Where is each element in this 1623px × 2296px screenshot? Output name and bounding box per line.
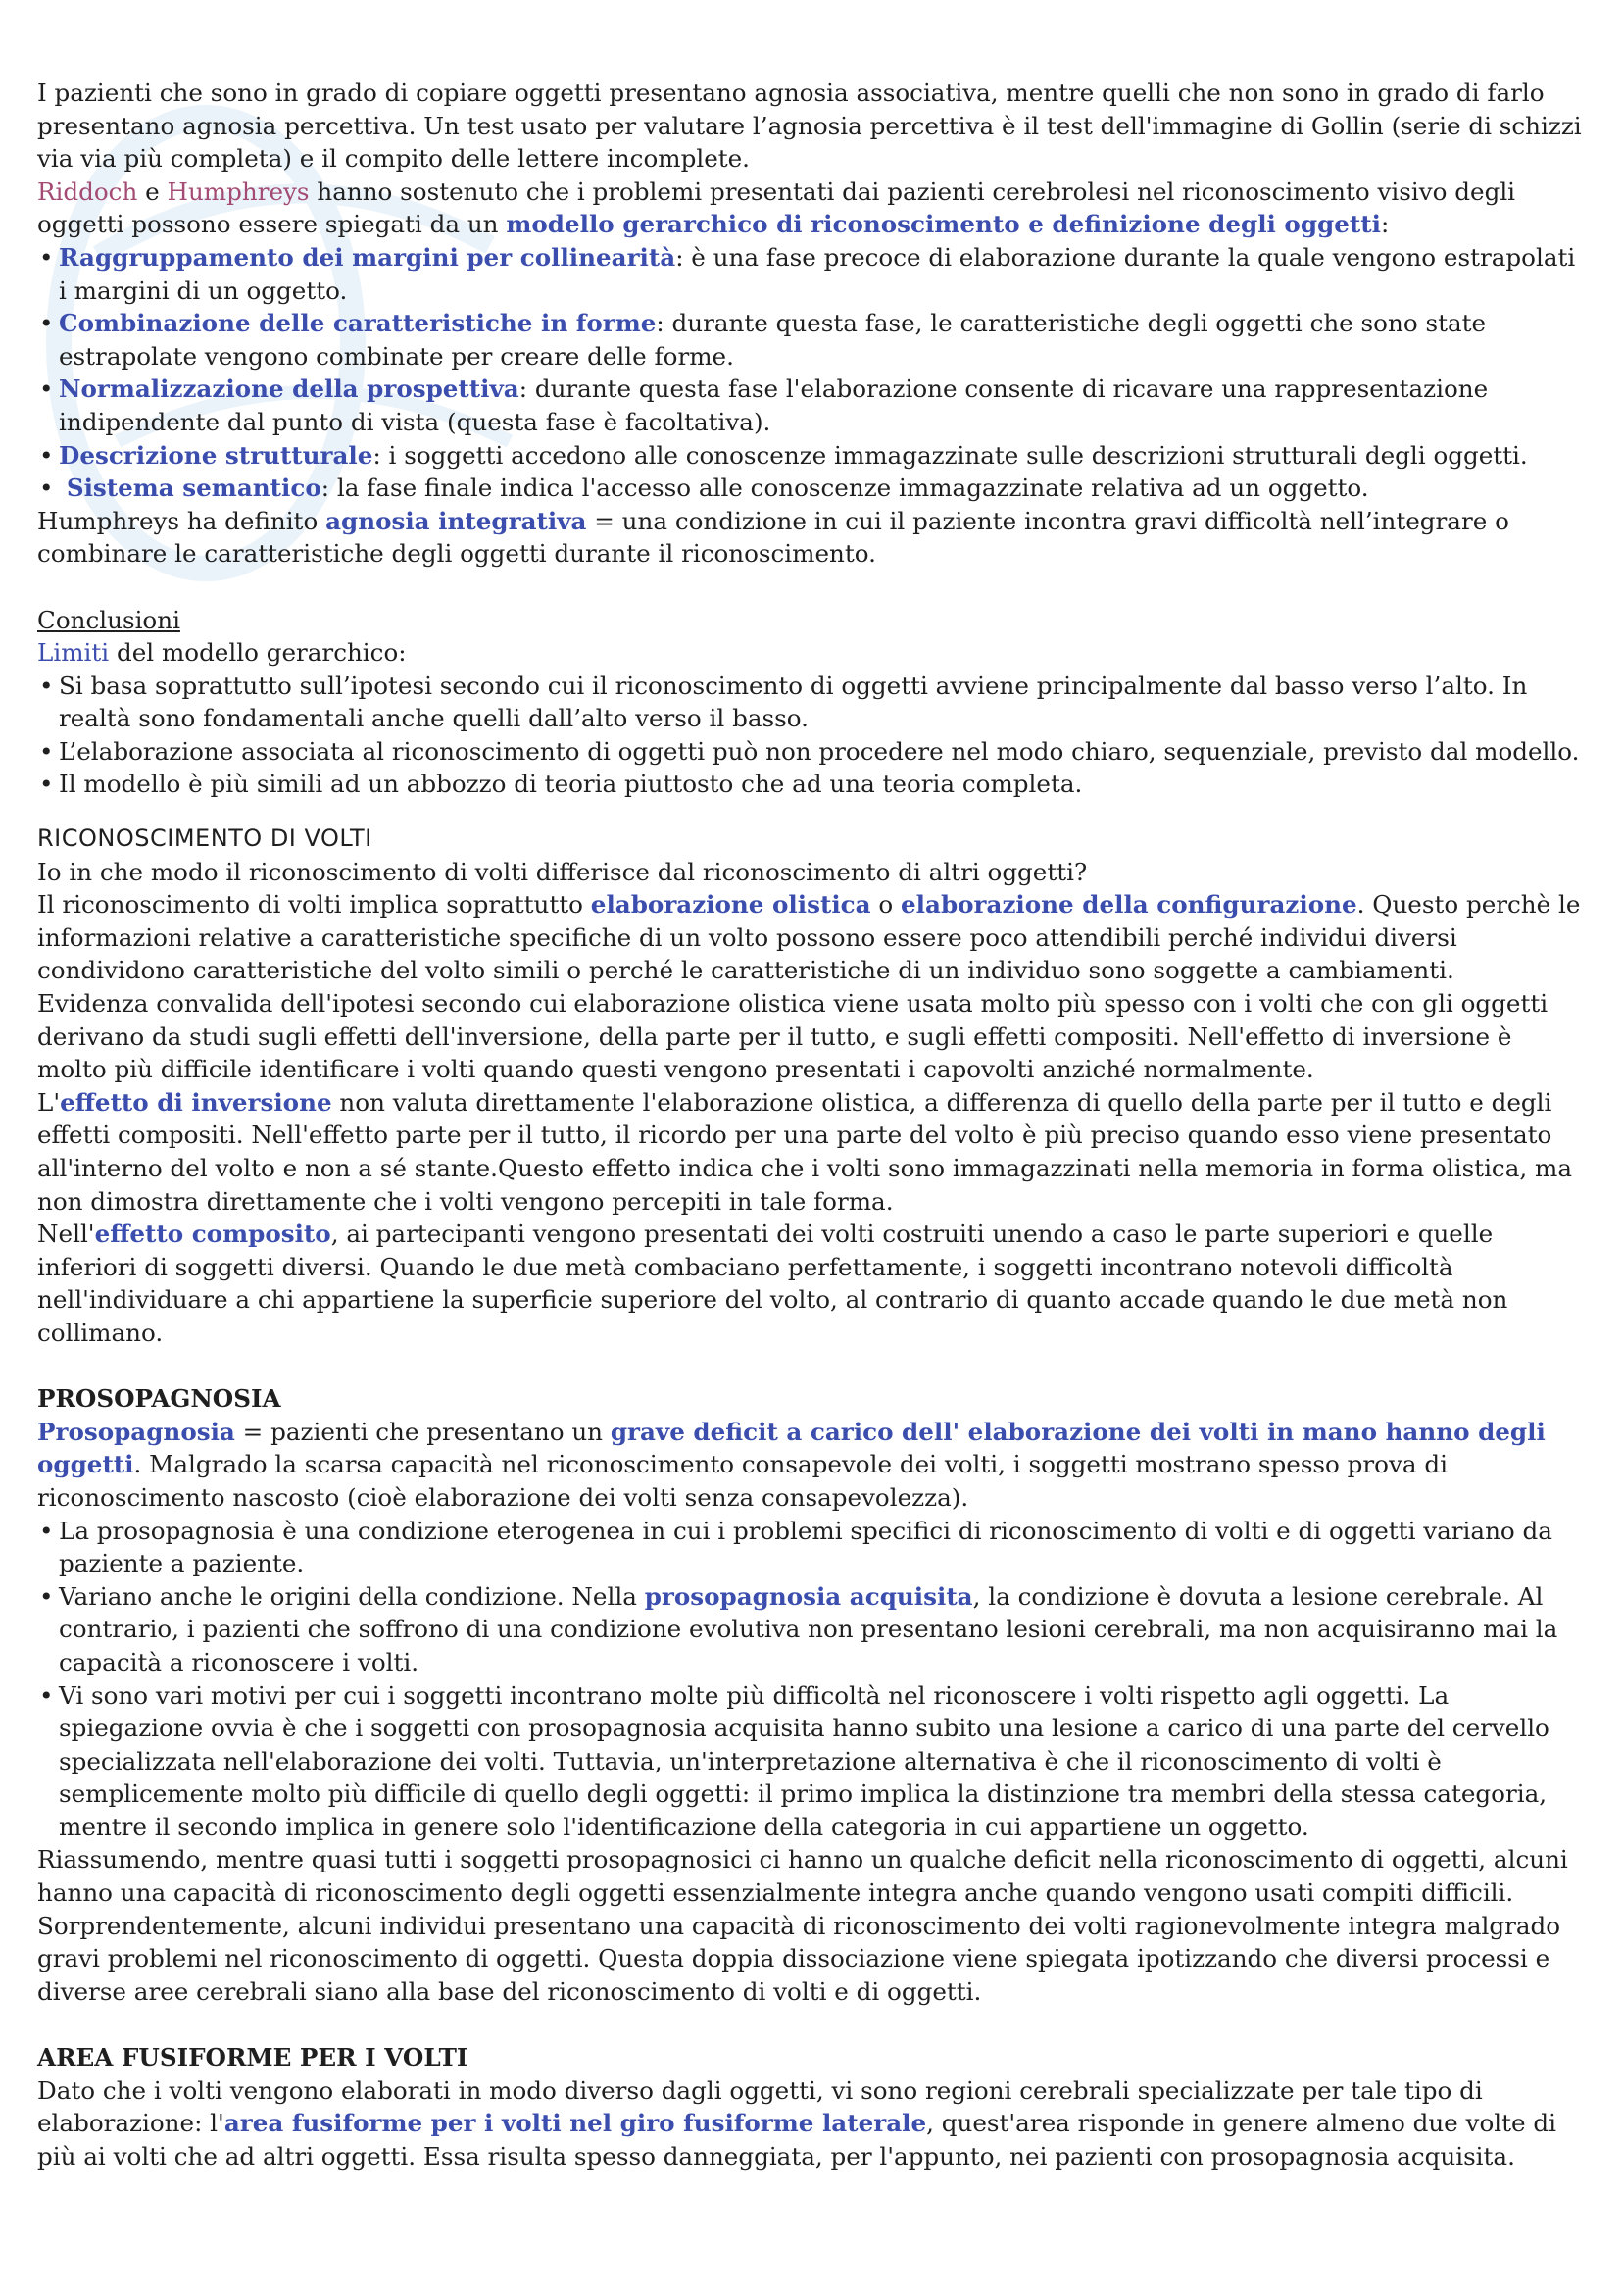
list-item: • Combinazione delle caratteristiche in forme: durante questa fase, le caratteristiche degli oggetti che sono state estrapolate vengono combinate per creare delle forme. bbox=[39, 309, 1487, 371]
list-item: • La prosopagnosia è una condizione eterogenea in cui i problemi specifici di riconoscimento di volti e di oggetti variano da paziente a paziente. bbox=[39, 1516, 1552, 1578]
question-volti: Io in che modo il riconoscimento di volti differisce dal riconoscimento di altri oggetti? bbox=[37, 857, 1088, 886]
list-item: • Raggruppamento dei margini per collinearità: è una fase precoce di elaborazione durante la quale vengono estrapolati i margini di un oggetto. bbox=[39, 242, 1576, 305]
list-item: • Variano anche le origini della condizione. Nella prosopagnosia acquisita, la condizione è dovuta a lesione cerebrale. Al contrario, i pazienti che soffrono di una condizione evolutiva non presentano lesioni cerebrali, ma non acquisiranno mai la capacità a riconoscere i volti. bbox=[39, 1581, 1558, 1676]
term-integrative-agnosia: agnosia integrativa bbox=[325, 506, 587, 535]
paragraph-composite: Nell'effetto composito, ai partecipanti vengono presentati dei volti costruiti unendo a caso le parte superiori e quelle inferiori di soggetti diversi. Quando le due metà combaciano perfettamente, i soggetti incontrano notevoli difficoltà nell'individuare a chi appartiene la superficie superiore del volto, al contrario di quanto accade quando le due metà non collimano. bbox=[37, 1220, 1508, 1347]
heading-prosopagnosia: PROSOPAGNOSIA bbox=[37, 1384, 281, 1414]
author-riddoch: Riddoch bbox=[37, 176, 138, 206]
list-item: • Sistema semantico: la fase finale indica l'accesso alle conoscenze immagazzinate relativa ad un oggetto. bbox=[39, 474, 1369, 503]
paragraph-holistic: Il riconoscimento di volti implica soprattutto elaborazione olistica o elaborazione della configurazione. Questo perchè le informazioni relative a caratteristiche specifiche di un volto possono essere poco attendibili perché individui diversi condividono caratteristiche del volto simili o perché le caratteristiche di un individuo sono soggette a cambiamenti. bbox=[37, 890, 1581, 985]
paragraph-agnosia-types: I pazienti che sono in grado di copiare oggetti presentano agnosia associativa, mentre quelli che non sono in grado di farlo presentano agnosia percettiva. Un test usato per valutare l’agnosia percettiva è il test dell'immagine di Gollin (serie di schizzi via via più completa) e il compito delle lettere incomplete. bbox=[37, 78, 1582, 174]
stages-list bbox=[37, 241, 1586, 505]
list-item: • Si basa soprattutto sull’ipotesi secondo cui il riconoscimento di oggetti avviene principalmente dal basso verso l’alto. In realtà sono fondamentali anche quelli dall’alto verso il basso. bbox=[39, 671, 1528, 733]
list-item: • L’elaborazione associata al riconoscimento di oggetti può non procedere nel modo chiaro, sequenziale, previsto dal modello. bbox=[39, 736, 1580, 766]
list-item: • Normalizzazione della prospettiva: durante questa fase l'elaborazione consente di ricavare una rappresentazione indipendente dal punto di vista (questa fase è facoltativa). bbox=[39, 374, 1489, 436]
list-item: • Il modello è più simili ad un abbozzo di teoria piuttosto che ad una teoria completa. bbox=[39, 770, 1083, 799]
limits-intro: Limiti del modello gerarchico: bbox=[37, 638, 407, 668]
subheading-conclusioni: Conclusioni bbox=[37, 605, 180, 634]
paragraph-hierarchical-model: Riddoch e Humphreys hanno sostenuto che i problemi presentati dai pazienti cerebrolesi nel riconoscimento visivo degli oggetti possono essere spiegati da un modello gerarchico di riconoscimento e definizione degli oggetti: bbox=[37, 176, 1516, 239]
term-model: modello gerarchico di riconoscimento e definizione degli oggetti bbox=[506, 210, 1381, 239]
prosopagnosia-list bbox=[37, 1515, 1586, 1844]
list-item: • Descrizione strutturale: i soggetti accedono alle conoscenze immagazzinate sulle descrizioni strutturali degli oggetti. bbox=[39, 440, 1528, 470]
document-page bbox=[37, 76, 1586, 2172]
paragraph-summary: Riassumendo, mentre quasi tutti i soggetti prosopagnosici ci hanno un qualche deficit nella riconoscimento di oggetti, alcuni hanno una capacità di riconoscimento degli oggetti essenzialmente integra anche quando vengono usati compiti difficili. Sorprendentemente, alcuni individui presentano una capacità di riconoscimento dei volti ragionevolmente integra malgrado gravi problemi nel riconoscimento di oggetti. Questa doppia dissociazione viene spiegata ipotizzando che diversi processi e diverse aree cerebrali siano alla base del riconoscimento di volti e di oggetti. bbox=[37, 1845, 1568, 2006]
paragraph-evidence: Evidenza convalida dell'ipotesi secondo cui elaborazione olistica viene usata molto più spesso con i volti che con gli oggetti derivano da studi sugli effetti dell'inversione, della parte per il tutto, e sugli effetti compositi. Nell'effetto di inversione è molto più difficile identificare i volti quando questi vengono presentati i capovolti anziché normalmente. bbox=[37, 989, 1549, 1084]
limits-list bbox=[37, 670, 1586, 801]
paragraph-ffa: Dato che i volti vengono elaborati in modo diverso dagli oggetti, vi sono regioni cerebrali specializzate per tale tipo di elaborazione: l'area fusiforme per i volti nel giro fusiforme laterale, quest'area risponde in genere almeno due volte di più ai volti che ad altri oggetti. Essa risulta spesso danneggiata, per l'appunto, nei pazienti con prosopagnosia acquisita. bbox=[37, 2075, 1556, 2171]
heading-riconoscimento-volti: RICONOSCIMENTO DI VOLTI bbox=[37, 824, 372, 853]
heading-area-fusiforme: AREA FUSIFORME PER I VOLTI bbox=[37, 2043, 468, 2072]
list-item: • Vi sono vari motivi per cui i soggetti incontrano molte più difficoltà nel riconoscere i volti rispetto agli oggetti. La spiegazione ovvia è che i soggetti con prosopagnosia acquisita hanno subito una lesione a carico di una parte del cervello specializzata nell'elaborazione dei volti. Tuttavia, un'interpretazione alternativa è che il riconoscimento di volti è semplicemente molto più difficile di quello degli oggetti: il primo implica la distinzione tra membri della stessa categoria, mentre il secondo implica in genere solo l'identificazione della categoria in cui appartiene un oggetto. bbox=[39, 1680, 1549, 1841]
paragraph-prosopagnosia: Prosopagnosia = pazienti che presentano un grave deficit a carico dell' elaborazione dei volti in mano hanno degli oggetti. Malgrado la scarsa capacità nel riconoscimento consapevole dei volti, i soggetti mostrano spesso prova di riconoscimento nascosto (cioè elaborazione dei volti senza consapevolezza). bbox=[37, 1417, 1546, 1512]
paragraph-integrative-agnosia: Humphreys ha definito agnosia integrativa = una condizione in cui il paziente incontra gravi difficoltà nell’integrare o combinare le caratteristiche degli oggetti durante il riconoscimento. bbox=[37, 506, 1509, 569]
author-humphreys: Humphreys bbox=[167, 176, 310, 206]
paragraph-inversion: L'effetto di inversione non valuta direttamente l'elaborazione olistica, a differenza di quello della parte per il tutto e degli effetti compositi. Nell'effetto parte per il tutto, il ricordo per una parte del volto è più preciso quando esso viene presentato all'interno del volto e non a sé stante.Questo effetto indica che i volti sono immagazzinati nella memoria in forma olistica, ma non dimostra direttamente che i volti vengono percepiti in tale forma. bbox=[37, 1087, 1572, 1216]
